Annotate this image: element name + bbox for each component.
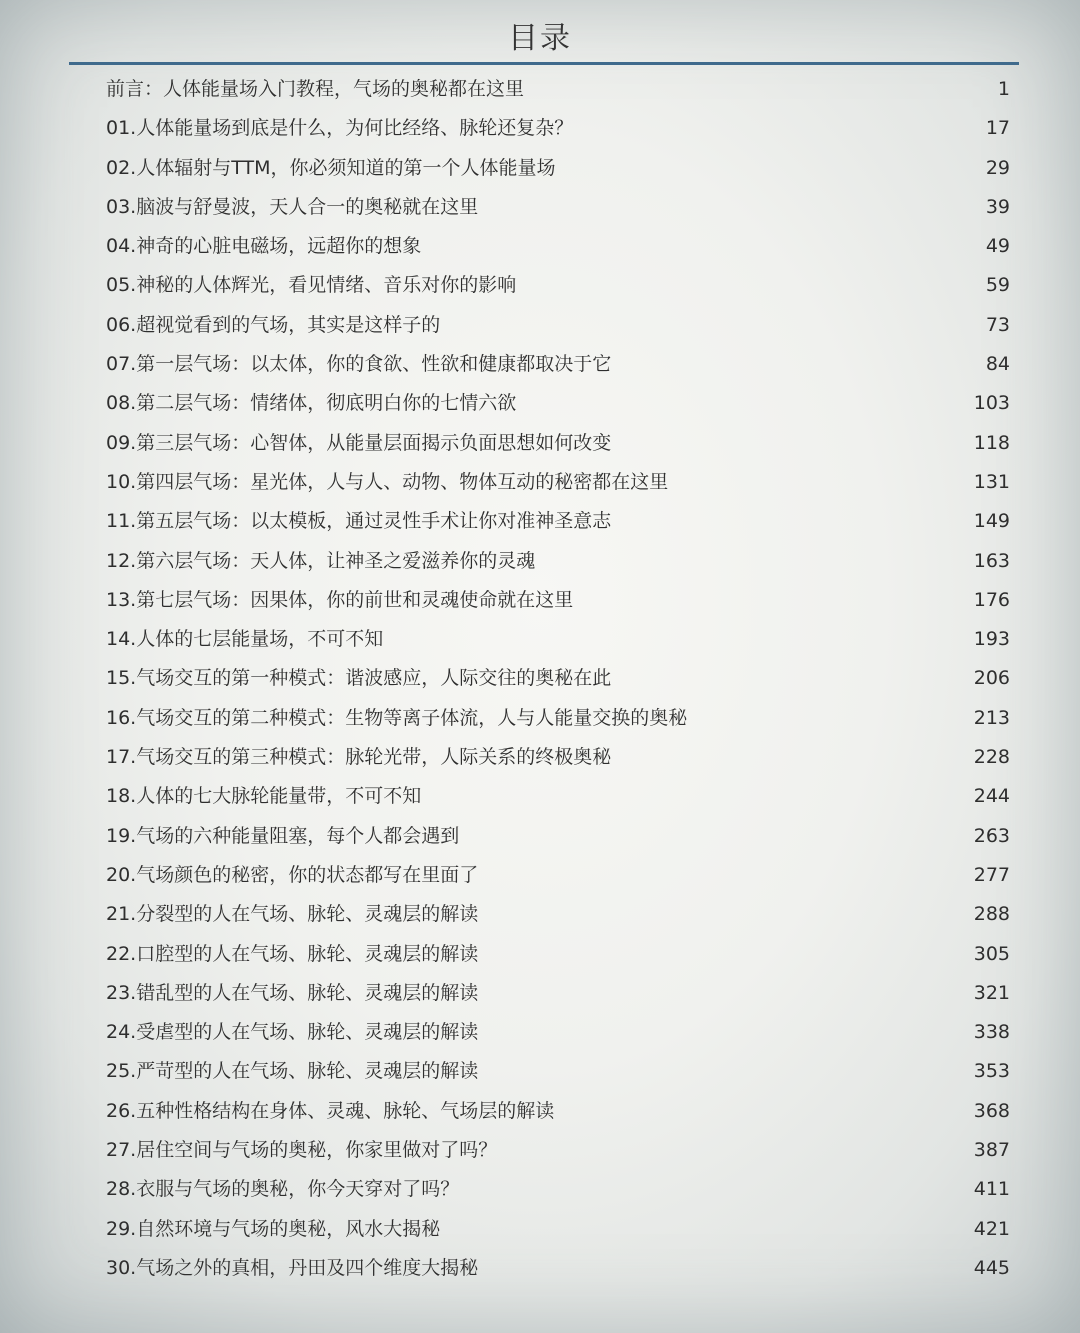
entry-title: 28.衣服与气场的奥秘，你今天穿对了吗？: [106, 1178, 460, 1201]
toc-entry[interactable]: [106, 935, 1010, 974]
entry-page: 29: [985, 156, 1010, 179]
toc-entry[interactable]: [106, 659, 1010, 698]
toc-entry[interactable]: [106, 581, 1010, 620]
entry-page: 163: [973, 549, 1010, 572]
entry-title: 03.脑波与舒曼波，天人合一的奥秘就在这里: [106, 195, 479, 218]
entry-title: 16.气场交互的第二种模式：生物等离子体流，人与人能量交换的奥秘: [106, 706, 688, 729]
entry-title: 22.口腔型的人在气场、脉轮、灵魂层的解读: [106, 942, 479, 965]
entry-page: 353: [973, 1060, 1010, 1083]
toc-entry[interactable]: [106, 1249, 1010, 1288]
toc-entry[interactable]: [106, 699, 1010, 738]
entry-page: 84: [985, 353, 1010, 376]
entry-page: 411: [973, 1178, 1010, 1201]
entry-page: 149: [973, 510, 1010, 533]
entry-page: 213: [973, 706, 1010, 729]
entry-title: 前言：人体能量场入门教程，气场的奥秘都在这里: [106, 78, 525, 100]
entry-title: 19.气场的六种能量阻塞，每个人都会遇到: [106, 824, 460, 847]
entry-title: 08.第二层气场：情绪体，彻底明白你的七情六欲: [106, 392, 517, 415]
toc-entry[interactable]: [106, 817, 1010, 856]
table-of-contents: [106, 70, 1010, 1288]
entry-page: 73: [985, 313, 1010, 336]
toc-entry[interactable]: [106, 227, 1010, 266]
entry-title: 02.人体辐射与TTM，你必须知道的第一个人体能量场: [106, 156, 556, 179]
entry-title: 05.神秘的人体辉光，看见情绪、音乐对你的影响: [106, 274, 517, 297]
entry-title: 18.人体的七大脉轮能量带，不可不知: [106, 785, 422, 808]
toc-entry[interactable]: [106, 1052, 1010, 1091]
entry-title: 24.受虐型的人在气场、脉轮、灵魂层的解读: [106, 1021, 479, 1044]
entry-page: 421: [973, 1217, 1010, 1240]
entry-page: 368: [973, 1099, 1010, 1122]
toc-entry[interactable]: [106, 109, 1010, 148]
toc-entry[interactable]: [106, 463, 1010, 502]
entry-page: 39: [985, 195, 1010, 218]
entry-title: 13.第七层气场：因果体，你的前世和灵魂使命就在这里: [106, 588, 574, 611]
entry-page: 118: [973, 431, 1010, 454]
toc-entry[interactable]: [106, 306, 1010, 345]
entry-title: 09.第三层气场：心智体，从能量层面揭示负面思想如何改变: [106, 431, 612, 454]
entry-page: 387: [973, 1139, 1010, 1162]
toc-entry[interactable]: [106, 384, 1010, 423]
entry-title: 17.气场交互的第三种模式：脉轮光带，人际关系的终极奥秘: [106, 746, 612, 769]
entry-page: 338: [973, 1021, 1010, 1044]
entry-title: 25.严苛型的人在气场、脉轮、灵魂层的解读: [106, 1060, 479, 1083]
entry-page: 131: [973, 470, 1010, 493]
toc-entry[interactable]: [106, 1170, 1010, 1209]
entry-title: 26.五种性格结构在身体、灵魂、脉轮、气场层的解读: [106, 1099, 555, 1122]
entry-page: 244: [973, 785, 1010, 808]
toc-entry[interactable]: [106, 895, 1010, 934]
entry-title: 01.人体能量场到底是什么，为何比经络、脉轮还复杂？: [106, 117, 574, 140]
toc-entry[interactable]: [106, 1131, 1010, 1170]
entry-page: 321: [973, 981, 1010, 1004]
page-title: 目录: [508, 21, 572, 56]
entry-title: 21.分裂型的人在气场、脉轮、灵魂层的解读: [106, 903, 479, 926]
entry-title: 04.神奇的心脏电磁场，远超你的想象: [106, 235, 422, 258]
entry-page: 305: [973, 942, 1010, 965]
entry-page: 288: [973, 903, 1010, 926]
entry-title: 06.超视觉看到的气场，其实是这样子的: [106, 313, 441, 336]
toc-entry[interactable]: [106, 266, 1010, 305]
entry-title: 07.第一层气场：以太体，你的食欲、性欲和健康都取决于它: [106, 353, 612, 376]
entry-title: 29.自然环境与气场的奥秘，风水大揭秘: [106, 1217, 441, 1240]
toc-entry[interactable]: [106, 974, 1010, 1013]
toc-entry[interactable]: [106, 1210, 1010, 1249]
entry-title: 10.第四层气场：星光体，人与人、动物、物体互动的秘密都在这里: [106, 470, 669, 493]
toc-entry[interactable]: [106, 188, 1010, 227]
entry-page: 103: [973, 392, 1010, 415]
toc-entry[interactable]: [106, 856, 1010, 895]
entry-page: 49: [985, 235, 1010, 258]
toc-entry[interactable]: [106, 502, 1010, 541]
toc-entry[interactable]: [106, 424, 1010, 463]
toc-entry[interactable]: [106, 542, 1010, 581]
entry-title: 14.人体的七层能量场，不可不知: [106, 628, 384, 651]
entry-title: 12.第六层气场：天人体，让神圣之爱滋养你的灵魂: [106, 549, 536, 572]
entry-title: 20.气场颜色的秘密，你的状态都写在里面了: [106, 863, 479, 886]
entry-title: 15.气场交互的第一种模式：谐波感应，人际交往的奥秘在此: [106, 667, 612, 690]
entry-page: 277: [973, 863, 1010, 886]
toc-entry[interactable]: [106, 620, 1010, 659]
toc-entry[interactable]: [106, 738, 1010, 777]
toc-entry[interactable]: [106, 1013, 1010, 1052]
entry-title: 11.第五层气场：以太模板，通过灵性手术让你对准神圣意志: [106, 510, 612, 533]
entry-title: 27.居住空间与气场的奥秘，你家里做对了吗？: [106, 1139, 498, 1162]
entry-page: 206: [973, 667, 1010, 690]
entry-page: 263: [973, 824, 1010, 847]
entry-page: 1: [997, 78, 1010, 100]
entry-page: 17: [985, 117, 1010, 140]
entry-page: 176: [973, 588, 1010, 611]
entry-title: 23.错乱型的人在气场、脉轮、灵魂层的解读: [106, 981, 479, 1004]
entry-page: 228: [973, 746, 1010, 769]
entry-page: 445: [973, 1256, 1010, 1279]
entry-title: 30.气场之外的真相，丹田及四个维度大揭秘: [106, 1256, 479, 1279]
toc-entry[interactable]: [106, 149, 1010, 188]
toc-entry[interactable]: [106, 70, 1010, 109]
entry-page: 193: [973, 628, 1010, 651]
toc-entry[interactable]: [106, 1092, 1010, 1131]
toc-entry[interactable]: [106, 345, 1010, 384]
toc-entry[interactable]: [106, 777, 1010, 816]
entry-page: 59: [985, 274, 1010, 297]
title-underline: [69, 62, 1019, 65]
